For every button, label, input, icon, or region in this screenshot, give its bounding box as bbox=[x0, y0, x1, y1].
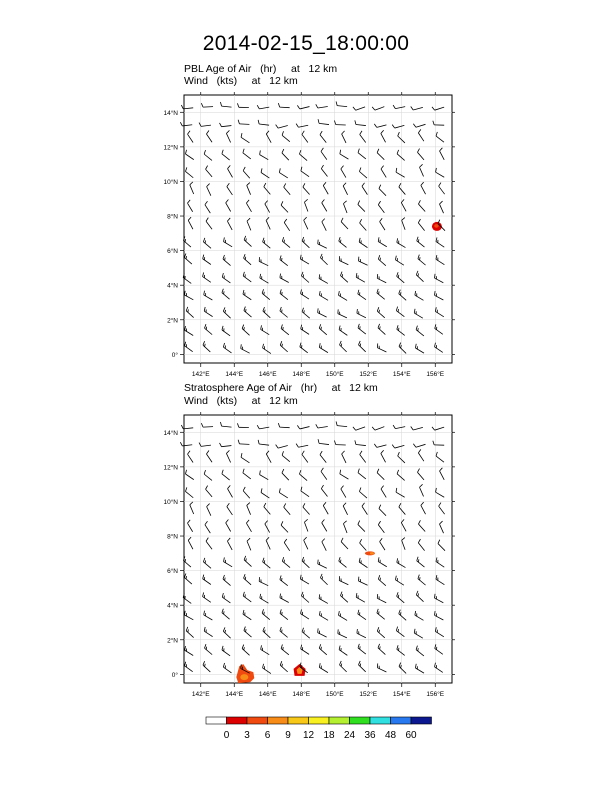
colorbar bbox=[206, 717, 432, 724]
y-tick-label: 12°N bbox=[163, 464, 178, 472]
age-of-air-region bbox=[365, 551, 375, 555]
y-tick-label: 12°N bbox=[163, 144, 178, 152]
colorbar-box bbox=[288, 717, 309, 724]
colorbar-label: 9 bbox=[285, 730, 291, 741]
x-tick-label: 148°E bbox=[292, 371, 311, 378]
colorbar-box bbox=[370, 717, 391, 724]
colorbar-label: 18 bbox=[323, 730, 335, 741]
y-tick-label: 6°N bbox=[167, 248, 178, 256]
map-frame bbox=[184, 415, 452, 683]
colorbar-box bbox=[268, 717, 289, 724]
top-panel-field-title: PBL Age of Air (hr) at 12 km bbox=[184, 63, 338, 75]
x-tick-label: 150°E bbox=[325, 691, 344, 698]
map-frame bbox=[184, 95, 452, 363]
top-panel-wind-title: Wind (kts) at 12 km bbox=[184, 75, 298, 87]
colorbar-label: 3 bbox=[244, 730, 250, 741]
colorbar-label: 24 bbox=[343, 730, 356, 741]
colorbar-label: 6 bbox=[264, 730, 271, 741]
x-tick-label: 150°E bbox=[325, 371, 344, 378]
colorbar-box bbox=[206, 717, 227, 724]
colorbar-box bbox=[350, 717, 371, 724]
top-map-panel bbox=[163, 92, 455, 378]
x-tick-label: 152°E bbox=[359, 691, 378, 698]
x-tick-label: 154°E bbox=[392, 691, 411, 698]
main-title: 2014-02-15_18:00:00 bbox=[202, 32, 410, 55]
y-tick-label: 0° bbox=[171, 351, 178, 359]
y-tick-label: 8°N bbox=[167, 213, 178, 221]
x-tick-label: 152°E bbox=[359, 371, 378, 378]
y-tick-label: 8°N bbox=[167, 533, 178, 541]
x-tick-label: 146°E bbox=[258, 371, 277, 378]
colorbar-label: 36 bbox=[364, 730, 376, 741]
x-tick-label: 156°E bbox=[426, 691, 445, 698]
bottom-map-panel bbox=[163, 412, 455, 698]
colorbar-box bbox=[247, 717, 268, 724]
x-tick-label: 142°E bbox=[191, 691, 210, 698]
y-tick-label: 6°N bbox=[167, 568, 178, 576]
y-tick-label: 4°N bbox=[167, 602, 178, 610]
y-tick-label: 10°N bbox=[163, 178, 178, 186]
x-tick-label: 142°E bbox=[191, 371, 210, 378]
x-tick-label: 156°E bbox=[426, 371, 445, 378]
y-tick-label: 14°N bbox=[163, 109, 178, 117]
bottom-panel-wind-title: Wind (kts) at 12 km bbox=[184, 395, 298, 407]
y-tick-label: 10°N bbox=[163, 498, 178, 506]
bottom-panel-field-title: Stratosphere Age of Air (hr) at 12 km bbox=[184, 382, 378, 394]
x-tick-label: 154°E bbox=[392, 371, 411, 378]
colorbar-label: 12 bbox=[302, 730, 315, 741]
y-tick-label: 14°N bbox=[163, 429, 178, 437]
y-tick-label: 2°N bbox=[167, 317, 178, 325]
y-tick-label: 4°N bbox=[167, 282, 178, 290]
y-tick-label: 0° bbox=[171, 671, 178, 679]
x-tick-label: 144°E bbox=[225, 691, 244, 698]
colorbar-label: 48 bbox=[384, 730, 397, 741]
x-tick-label: 148°E bbox=[292, 691, 311, 698]
colorbar-box bbox=[329, 717, 350, 724]
colorbar-box bbox=[309, 717, 330, 724]
colorbar-box bbox=[391, 717, 412, 724]
colorbar-label: 60 bbox=[405, 730, 417, 741]
y-tick-label: 2°N bbox=[167, 637, 178, 645]
colorbar-label: 0 bbox=[223, 730, 230, 741]
colorbar-box bbox=[227, 717, 248, 724]
x-tick-label: 146°E bbox=[258, 691, 277, 698]
x-tick-label: 144°E bbox=[225, 371, 244, 378]
colorbar-box bbox=[411, 717, 432, 724]
